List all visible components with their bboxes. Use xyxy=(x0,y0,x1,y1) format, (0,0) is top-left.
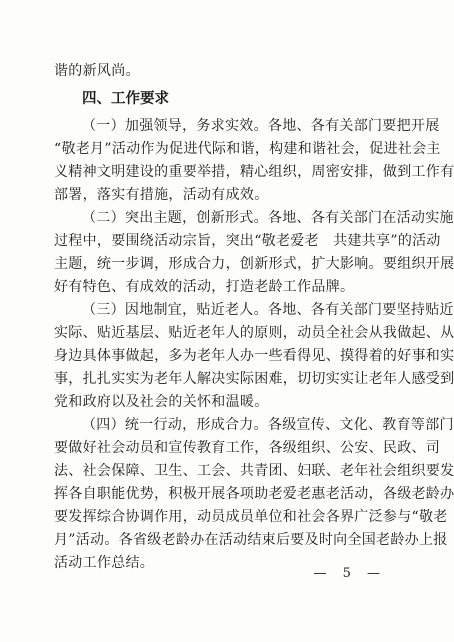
paragraph-2 xyxy=(54,207,454,299)
paragraph-line: 要做好社会动员和宣传教育工作，各级组织、公安、民政、司 xyxy=(54,440,441,456)
paragraph-line: “敬老月”活动作为促进代际和谐，构建和谐社会，促进社会主 xyxy=(54,141,441,157)
paragraph-line: 要发挥综合协调作用，动员成员单位和社会各界广泛参与“敬老 xyxy=(54,509,448,525)
paragraph-4 xyxy=(54,414,454,575)
document-body xyxy=(54,60,454,575)
paragraph-line: 党和政府以及社会的关怀和温暖。 xyxy=(54,394,269,410)
paragraph-1 xyxy=(54,115,454,207)
page-number: — 5 — xyxy=(313,566,386,581)
paragraph-line: （三）因地制宜，贴近老人。各地、各有关部门要坚持贴近 xyxy=(82,302,454,318)
paragraph-line: 事，扎扎实实为老年人解决实际困难，切切实实让老年人感受到 xyxy=(54,371,454,387)
section-heading: 四、工作要求 xyxy=(82,91,169,107)
paragraph-3 xyxy=(54,299,454,414)
paragraph-line: 身边具体事做起，多为老年人办一些看得见、摸得着的好事和实 xyxy=(54,348,454,364)
paragraph-line: （四）统一行动，形成合力。各级宣传、文化、教育等部门 xyxy=(82,417,454,433)
paragraph-line: 过程中，要围绕活动宗旨，突出“敬老爱老 共建共享”的活动 xyxy=(54,233,441,249)
paragraph-line: 部署，落实有措施，活动有成效。 xyxy=(54,187,269,203)
paragraph-line: （一）加强领导，务求实效。各地、各有关部门要把开展 xyxy=(82,118,440,134)
paragraph-line: 实际、贴近基层、贴近老年人的原则，动员全社会从我做起、从 xyxy=(54,325,454,341)
paragraph-line: 月”活动。各省级老龄办在活动结束后要及时向全国老龄办上报 xyxy=(54,532,448,548)
paragraph-line: 好有特色、有成效的活动，打造老龄工作品牌。 xyxy=(54,279,355,295)
paragraph-line: 法、社会保障、卫生、工会、共青团、妇联、老年社会组织要发 xyxy=(54,463,454,479)
lead-line: 谐的新风尚。 xyxy=(54,63,140,79)
paragraph-line: 活动工作总结。 xyxy=(54,555,155,571)
paragraph-line: （二）突出主题，创新形式。各地、各有关部门在活动实施 xyxy=(82,210,454,226)
paragraph-line: 义精神文明建设的重要举措，精心组织，周密安排，做到工作有 xyxy=(54,164,454,180)
paragraph-line: 挥各自职能优势，积极开展各项助老爱老惠老活动，各级老龄办 xyxy=(54,486,454,502)
paragraph-line: 主题，统一步调，形成合力，创新形式，扩大影响。要组织开展 xyxy=(54,256,454,272)
